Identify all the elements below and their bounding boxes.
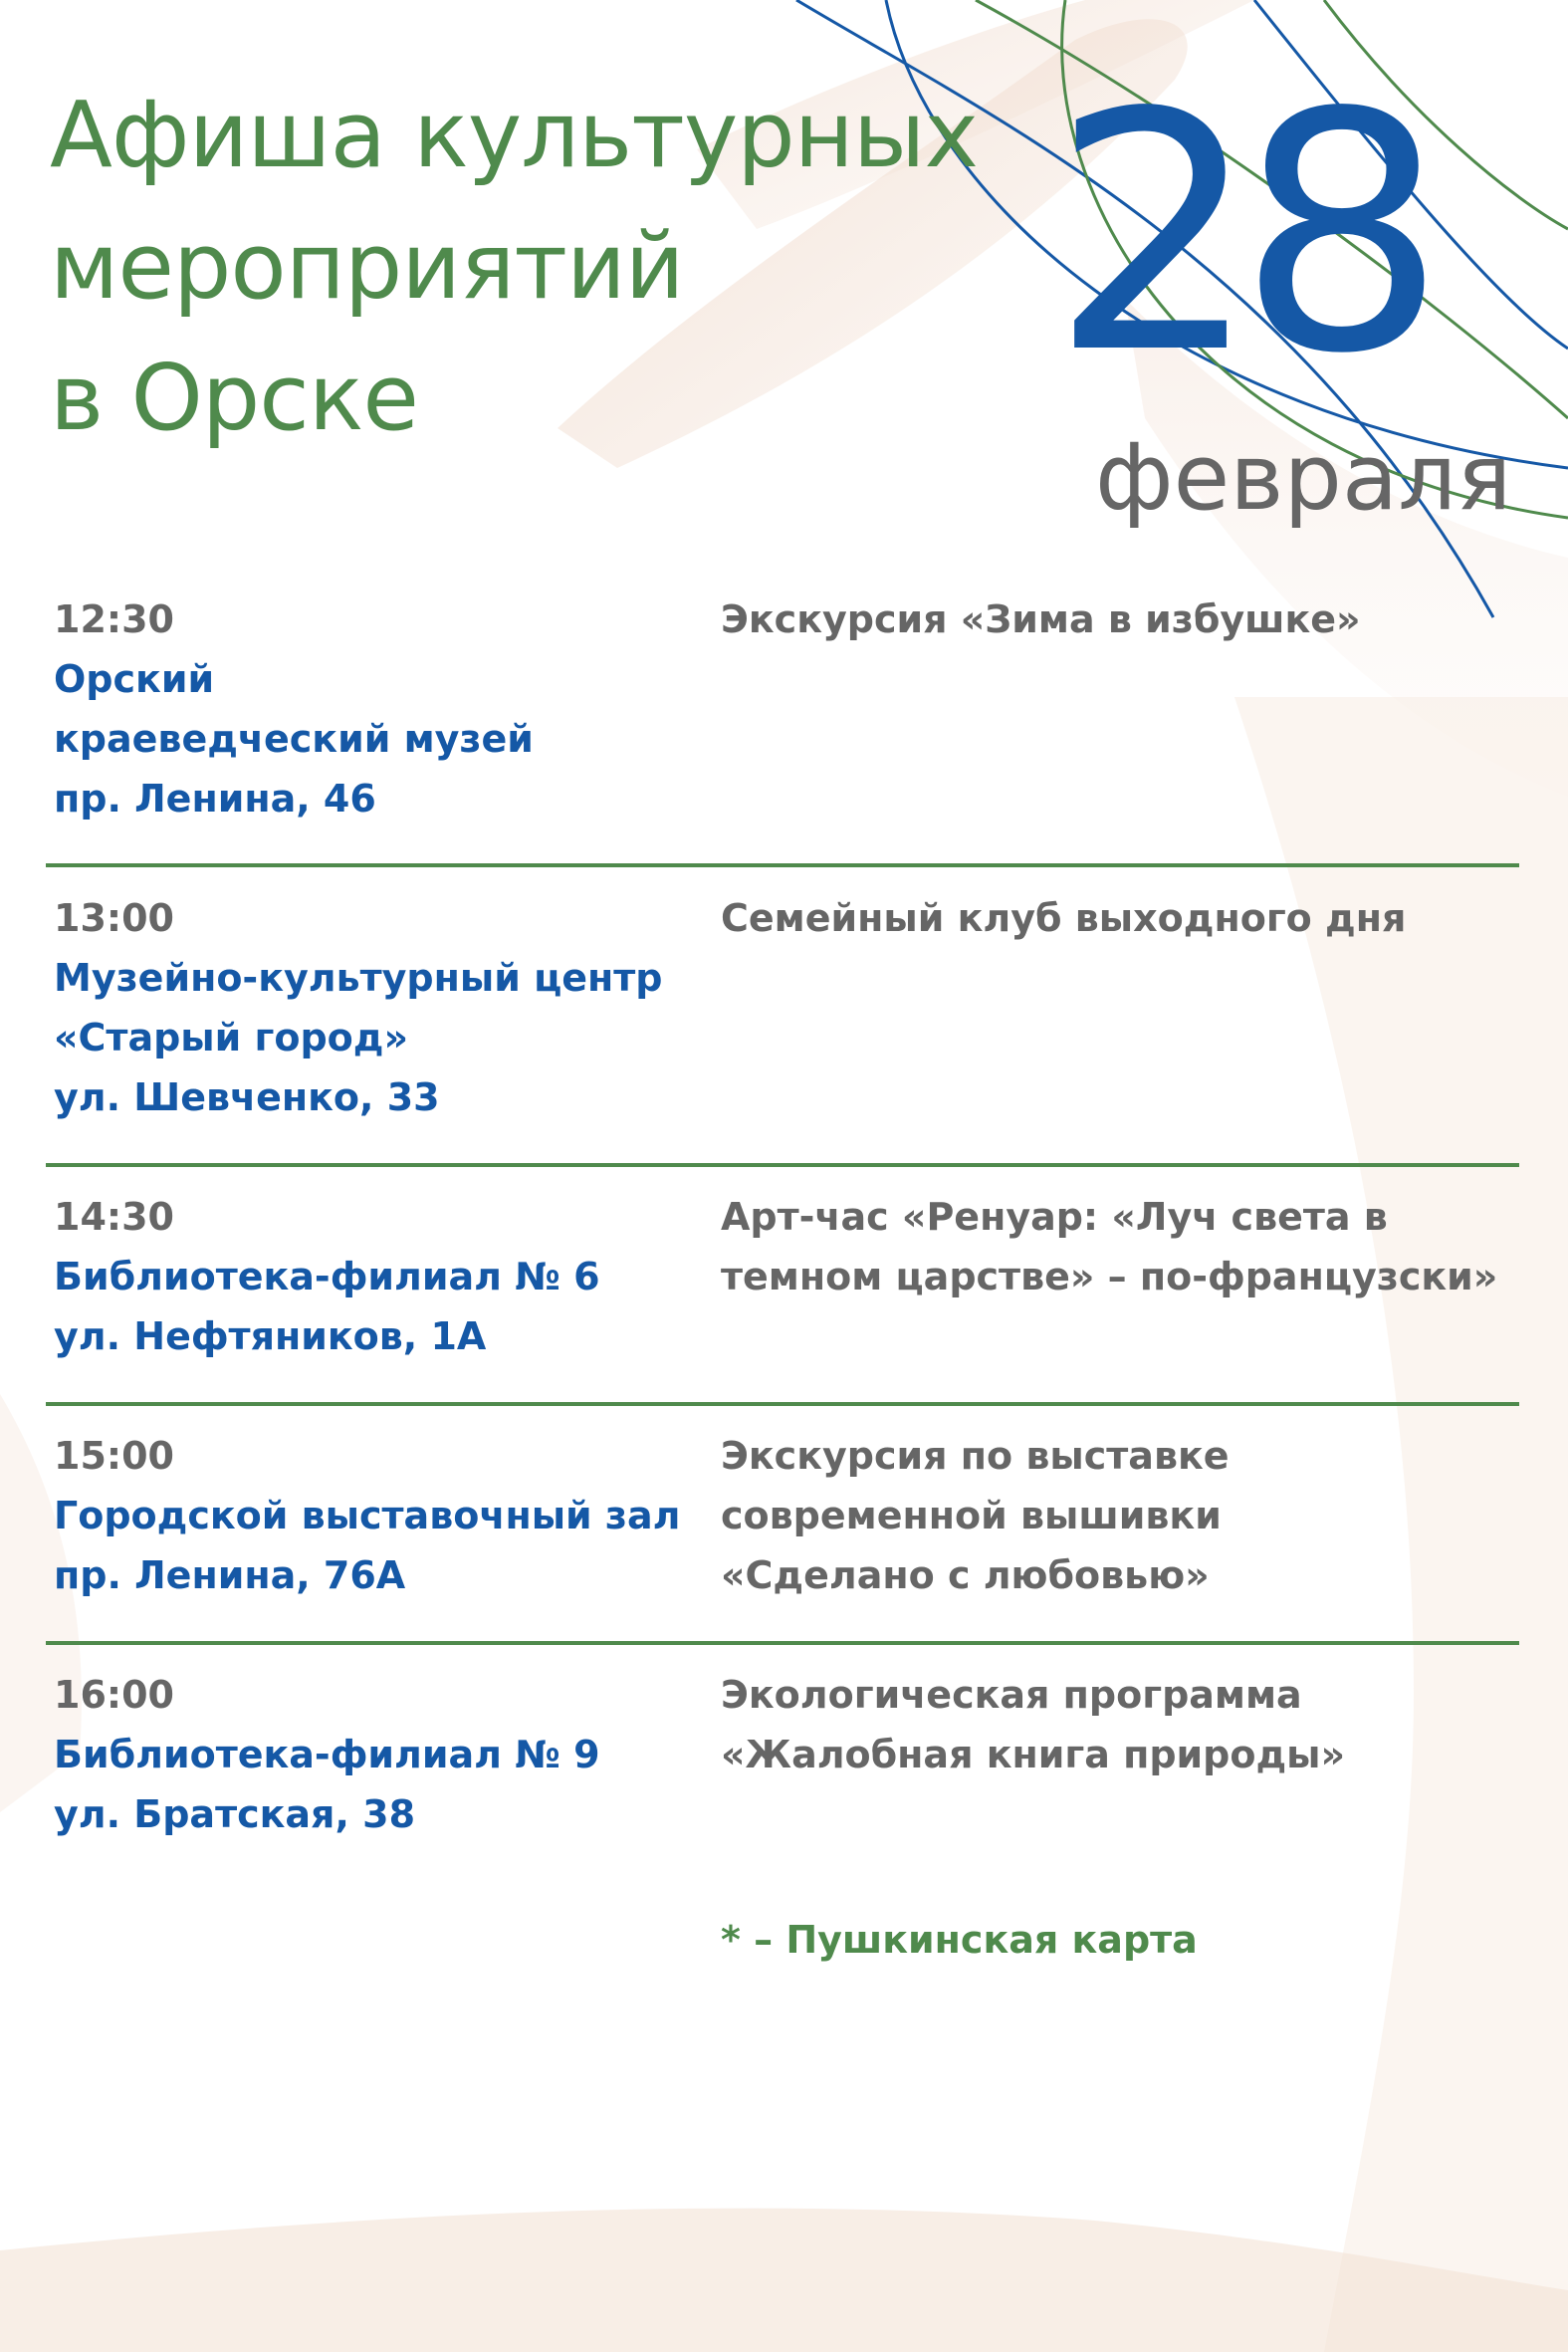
event-time: 14:30 xyxy=(54,1195,174,1239)
event-venue xyxy=(54,948,711,1067)
event-time: 13:00 xyxy=(54,896,174,940)
title-line-2: мероприятий xyxy=(50,213,684,320)
description-line: темном царстве» – по-французски» xyxy=(721,1255,1498,1298)
description-line: современной вышивки xyxy=(721,1494,1222,1537)
event-divider xyxy=(46,1641,1519,1645)
description-line: Экскурсия «Зима в избушке» xyxy=(721,597,1361,641)
event-item xyxy=(46,1665,1519,1844)
event-info xyxy=(54,1665,711,1844)
event-item xyxy=(46,1426,1519,1605)
description-line: Экологическая программа xyxy=(721,1673,1302,1717)
event-time: 12:30 xyxy=(54,597,174,641)
description-line: Экскурсия по выставке xyxy=(721,1434,1230,1478)
event-item xyxy=(46,1187,1519,1366)
event-description xyxy=(721,1426,1547,1605)
event-address: пр. Ленина, 46 xyxy=(54,777,376,821)
title-line-3: в Орске xyxy=(50,345,419,451)
event-description xyxy=(721,589,1547,649)
date-day: 28 xyxy=(1050,43,1425,425)
event-venue xyxy=(54,1247,711,1306)
description-line: «Жалобная книга природы» xyxy=(721,1733,1346,1776)
venue-line: Библиотека-филиал № 9 xyxy=(54,1733,600,1776)
venue-line: Орский xyxy=(54,657,215,701)
event-address: ул. Братская, 38 xyxy=(54,1792,416,1836)
venue-line: Городской выставочный зал xyxy=(54,1494,681,1537)
event-time: 16:00 xyxy=(54,1673,174,1717)
event-info xyxy=(54,589,711,828)
event-description xyxy=(721,888,1547,948)
event-description xyxy=(721,1187,1547,1306)
event-address: пр. Ленина, 76А xyxy=(54,1553,406,1597)
date-month: февраля xyxy=(1095,424,1512,531)
event-venue xyxy=(54,649,711,769)
event-divider xyxy=(46,1163,1519,1167)
event-venue xyxy=(54,1725,711,1784)
event-description xyxy=(721,1665,1547,1784)
event-item xyxy=(46,888,1519,1127)
pushkin-card-footnote: * – Пушкинская карта xyxy=(721,1918,1198,1962)
title-line-1: Афиша культурных xyxy=(50,82,978,188)
venue-line: «Старый город» xyxy=(54,1016,409,1059)
venue-line: краеведческий музей xyxy=(54,717,534,761)
event-divider xyxy=(46,1402,1519,1406)
description-line: «Сделано с любовью» xyxy=(721,1553,1210,1597)
event-time: 15:00 xyxy=(54,1434,174,1478)
event-info xyxy=(54,1426,711,1605)
event-address: ул. Шевченко, 33 xyxy=(54,1075,440,1119)
event-info xyxy=(54,888,711,1127)
description-line: Семейный клуб выходного дня xyxy=(721,896,1407,940)
event-address: ул. Нефтяников, 1А xyxy=(54,1314,487,1358)
poster-title xyxy=(50,70,978,464)
venue-line: Музейно-культурный центр xyxy=(54,956,663,1000)
event-venue xyxy=(54,1486,711,1545)
venue-line: Библиотека-филиал № 6 xyxy=(54,1255,600,1298)
description-line: Арт-час «Ренуар: «Луч света в xyxy=(721,1195,1388,1239)
event-info xyxy=(54,1187,711,1366)
event-item xyxy=(46,589,1519,828)
event-divider xyxy=(46,863,1519,867)
